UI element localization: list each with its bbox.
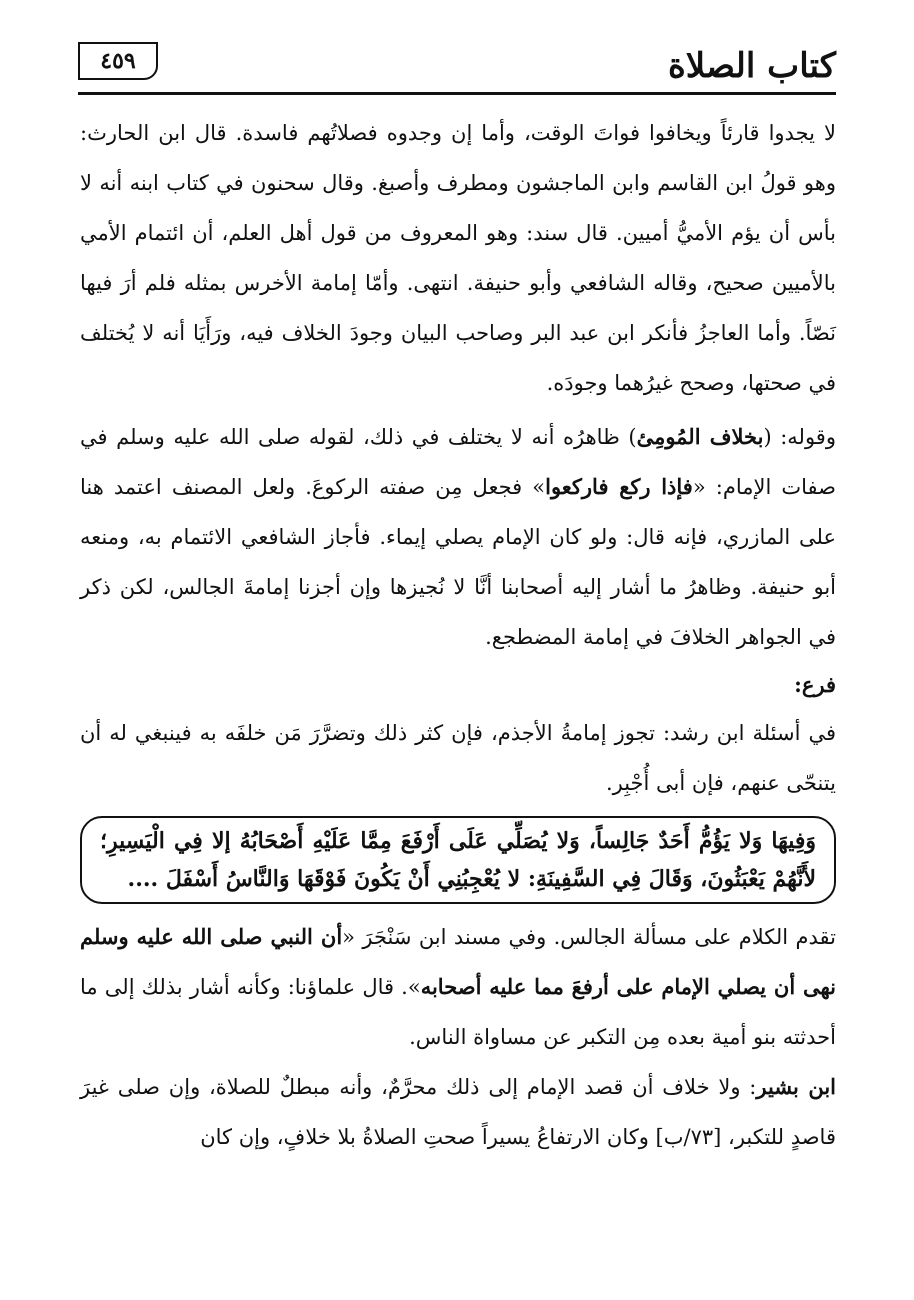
far-heading: فرع: [794, 672, 836, 697]
main-text [80, 108, 836, 1162]
paragraph-4-rest: ». قال علماؤنا: وكأنه أشار بذلك إلى ما أحدثته بنو أمية بعده مِن التكبر عن مساواة الناس. [80, 975, 836, 1049]
hadith-quote: فإذا ركع فاركعوا [545, 474, 693, 499]
paragraph-1: لا يجدوا قارئاً ويخافوا فواتَ الوقت، وأما إن وجدوه فصلاتُهم فاسدة. قال ابن الحارث: وهو قولُ ابن القاسم وابن الماجشون ومطرف وأصبغ. وقال سحنون في كتاب ابنه أنه لا بأس أن يؤم الأميُّ أميين. قال سند: وهو المعروف من قول أهل العلم، أن ائتمام الأمي بالأميين صحيح، وقاله الشافعي وأبو حنيفة. انتهى. وأمّا إمامة الأخرس بمثله فلم أرَ فيها نَصّاً. وأما العاجزُ فأنكر ابن عبد البر وصاحب البيان وجودَ الخلاف فيه، ورَأَيَا أنه لا يُختلف في صحتها، وصحح غيرُهما وجودَه. [80, 121, 836, 395]
page-number: ٤٥٩ [78, 42, 158, 80]
matn-box: وَفِيهَا وَلا يَؤُمُّ أَحَدٌ جَالِساً، وَلا يُصَلِّي عَلَى أَرْفَعَ مِمَّا عَلَيْهِ أَصْحَابُهُ إلا فِي الْيَسِيرِ؛ لأَنَّهُمْ يَعْبَثُونَ، وَقَالَ فِي السَّفِينَةِ: لا يُعْجِبُنِي أَنْ يَكُونَ فَوْقَهَا وَالنَّاسُ أَسْفَلَ .... [80, 816, 836, 904]
paragraph-2-intro: وقوله: ( [763, 425, 836, 449]
paragraph-2-rest: » فجعل مِن صفته الركوعَ. ولعل المصنف اعتمد هنا على المازري، فإنه قال: ولو كان الإمام يصلي إيماء. فأجاز الشافعي الائتمام به، ومنعه أبو حنيفة. وظاهرُ ما أشار إليه أصحابنا أنَّا لا نُجيزها وإن أجزنا إمامةَ الجالس، لكن ذكر في الجواهر الخلافَ في إمامة المضطجع. [80, 475, 836, 649]
book-title: كتاب الصلاة [667, 46, 836, 86]
hadith-quote-2: أن النبي صلى الله عليه وسلم نهى أن يصلي الإمام على أرفعَ مما عليه أصحابه [80, 924, 836, 999]
paragraph-3: في أسئلة ابن رشد: تجوز إمامةُ الأجذم، فإن كثر ذلك وتضرَّرَ مَن خلفَه به فينبغي له أن يتنحّى عنهم، فإن أبى أُجْبِر. [80, 721, 836, 795]
paragraph-4-intro: تقدم الكلام على مسألة الجالس. وفي مسند ابن سَنْجَرَ « [342, 925, 836, 949]
page-header [78, 40, 836, 102]
paragraph-2 [80, 412, 836, 662]
paragraph-5-rest: : ولا خلاف أن قصد الإمام إلى ذلك محرَّمٌ، وأنه مبطلٌ للصلاة، وإن صلى غيرَ قاصدٍ للتكبر، [٧٣/ب] وكان الارتفاعُ يسيراً صحتِ الصلاةُ بلا خلافٍ، وإن كان [80, 1075, 836, 1149]
header-rule [78, 92, 836, 95]
paragraph-4 [80, 912, 836, 1062]
quoted-matn-phrase: بخلاف المُومِئ [636, 424, 764, 449]
paragraph-2-mid: ) ظاهرُه أنه لا يختلف في ذلك، لقوله صلى الله عليه وسلم في صفات الإمام: « [80, 425, 837, 499]
scholar-name: ابن بشير [756, 1074, 837, 1099]
paragraph-5 [80, 1062, 836, 1162]
